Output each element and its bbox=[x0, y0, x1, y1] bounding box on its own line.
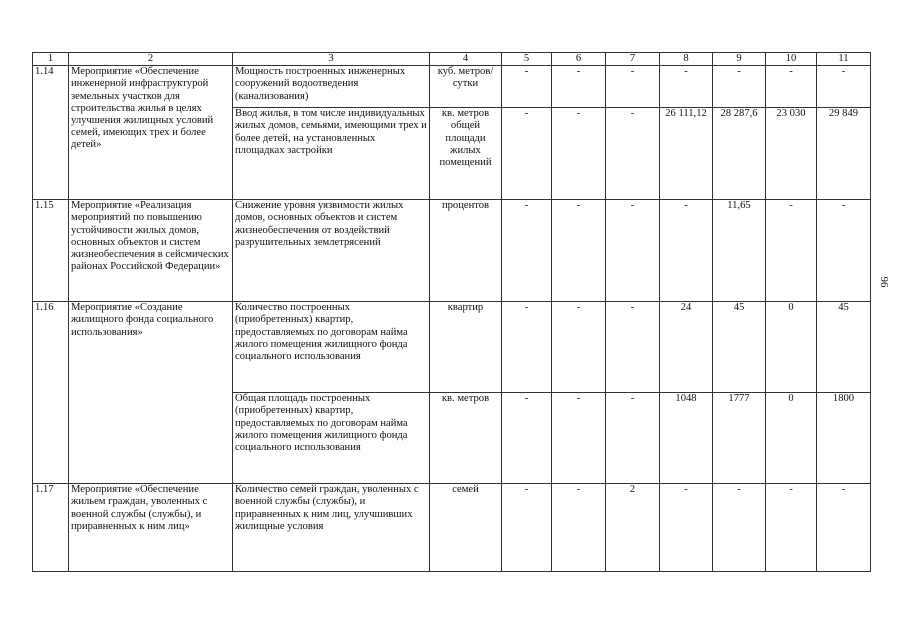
indicator-name: Ввод жилья, в том числе индивидуальных жилых домов, семьями, имеющими трех и более детей, на установленных площадках застройки bbox=[233, 108, 430, 200]
column-header: 6 bbox=[552, 53, 606, 66]
value-cell: 26 111,12 bbox=[660, 108, 713, 200]
event-name: Мероприятие «Обеспечение инженерной инфраструктурой земельных участков для строительства жилья в целях улучшения жилищных условий семей, имеющих трех и более детей» bbox=[69, 66, 233, 200]
value-cell: 23 030 bbox=[766, 108, 817, 200]
value-cell: - bbox=[713, 66, 766, 108]
value-cell: - bbox=[766, 200, 817, 302]
row-number: 1.14 bbox=[33, 66, 69, 200]
column-header: 3 bbox=[233, 53, 430, 66]
value-cell: - bbox=[606, 393, 660, 484]
value-cell: - bbox=[502, 393, 552, 484]
table-row bbox=[33, 302, 871, 393]
unit-cell: семей bbox=[430, 484, 502, 572]
unit-cell: кв. метров bbox=[430, 393, 502, 484]
table-row bbox=[33, 484, 871, 572]
table-row bbox=[33, 66, 871, 108]
table-row bbox=[33, 200, 871, 302]
indicator-name: Снижение уровня уязвимости жилых домов, основных объектов и систем жизнеобеспечения от воздействий разрушительных землетрясений bbox=[233, 200, 430, 302]
value-cell: 2 bbox=[606, 484, 660, 572]
row-number: 1.15 bbox=[33, 200, 69, 302]
unit-cell: квартир bbox=[430, 302, 502, 393]
value-cell: - bbox=[552, 393, 606, 484]
column-header: 10 bbox=[766, 53, 817, 66]
value-cell: - bbox=[713, 484, 766, 572]
column-header: 1 bbox=[33, 53, 69, 66]
column-header: 7 bbox=[606, 53, 660, 66]
value-cell: - bbox=[502, 66, 552, 108]
value-cell: - bbox=[766, 484, 817, 572]
event-name: Мероприятие «Создание жилищного фонда социального использования» bbox=[69, 302, 233, 484]
value-cell: - bbox=[606, 302, 660, 393]
value-cell: - bbox=[606, 200, 660, 302]
unit-cell: куб. метров/ сутки bbox=[430, 66, 502, 108]
row-number: 1.17 bbox=[33, 484, 69, 572]
indicator-name: Общая площадь построенных (приобретенных) квартир, предоставляемых по договорам найма жилого помещения жилищного фонда социального использования bbox=[233, 393, 430, 484]
value-cell: 11,65 bbox=[713, 200, 766, 302]
value-cell: 24 bbox=[660, 302, 713, 393]
value-cell: - bbox=[502, 108, 552, 200]
column-header: 8 bbox=[660, 53, 713, 66]
value-cell: - bbox=[606, 108, 660, 200]
unit-cell: процентов bbox=[430, 200, 502, 302]
value-cell: - bbox=[606, 66, 660, 108]
indicator-name: Количество семей граждан, уволенных с военной службы (службы), и приравненных к ним лиц, улучшивших жилищные условия bbox=[233, 484, 430, 572]
value-cell: - bbox=[502, 484, 552, 572]
value-cell: - bbox=[552, 484, 606, 572]
value-cell: 45 bbox=[713, 302, 766, 393]
event-name: Мероприятие «Обеспечение жильем граждан, уволенных с военной службы (службы), и приравненных к ним лиц» bbox=[69, 484, 233, 572]
column-header: 2 bbox=[69, 53, 233, 66]
value-cell: - bbox=[552, 66, 606, 108]
value-cell: - bbox=[817, 200, 871, 302]
column-header: 9 bbox=[713, 53, 766, 66]
value-cell: - bbox=[552, 200, 606, 302]
value-cell: 1800 bbox=[817, 393, 871, 484]
value-cell: - bbox=[552, 108, 606, 200]
value-cell: - bbox=[552, 302, 606, 393]
value-cell: - bbox=[502, 302, 552, 393]
indicator-name: Количество построенных (приобретенных) квартир, предоставляемых по договорам найма жилого помещения жилищного фонда социального использования bbox=[233, 302, 430, 393]
indicators-table bbox=[32, 52, 871, 572]
value-cell: - bbox=[660, 66, 713, 108]
page-number: 96 bbox=[878, 276, 890, 288]
value-cell: 0 bbox=[766, 393, 817, 484]
row-number: 1.16 bbox=[33, 302, 69, 484]
value-cell: 28 287,6 bbox=[713, 108, 766, 200]
unit-cell: кв. метров общей площади жилых помещений bbox=[430, 108, 502, 200]
value-cell: - bbox=[660, 200, 713, 302]
value-cell: 29 849 bbox=[817, 108, 871, 200]
value-cell: 45 bbox=[817, 302, 871, 393]
event-name: Мероприятие «Реализация мероприятий по повышению устойчивости жилых домов, основных объектов и систем жизнеобеспечения в сейсмических районах Российской Федерации» bbox=[69, 200, 233, 302]
header-row bbox=[33, 53, 871, 66]
value-cell: - bbox=[502, 200, 552, 302]
value-cell: - bbox=[766, 66, 817, 108]
indicator-name: Мощность построенных инженерных сооружений водоотведения (канализования) bbox=[233, 66, 430, 108]
column-header: 4 bbox=[430, 53, 502, 66]
value-cell: 1048 bbox=[660, 393, 713, 484]
value-cell: - bbox=[660, 484, 713, 572]
value-cell: - bbox=[817, 66, 871, 108]
value-cell: 0 bbox=[766, 302, 817, 393]
column-header: 11 bbox=[817, 53, 871, 66]
value-cell: 1777 bbox=[713, 393, 766, 484]
column-header: 5 bbox=[502, 53, 552, 66]
value-cell: - bbox=[817, 484, 871, 572]
